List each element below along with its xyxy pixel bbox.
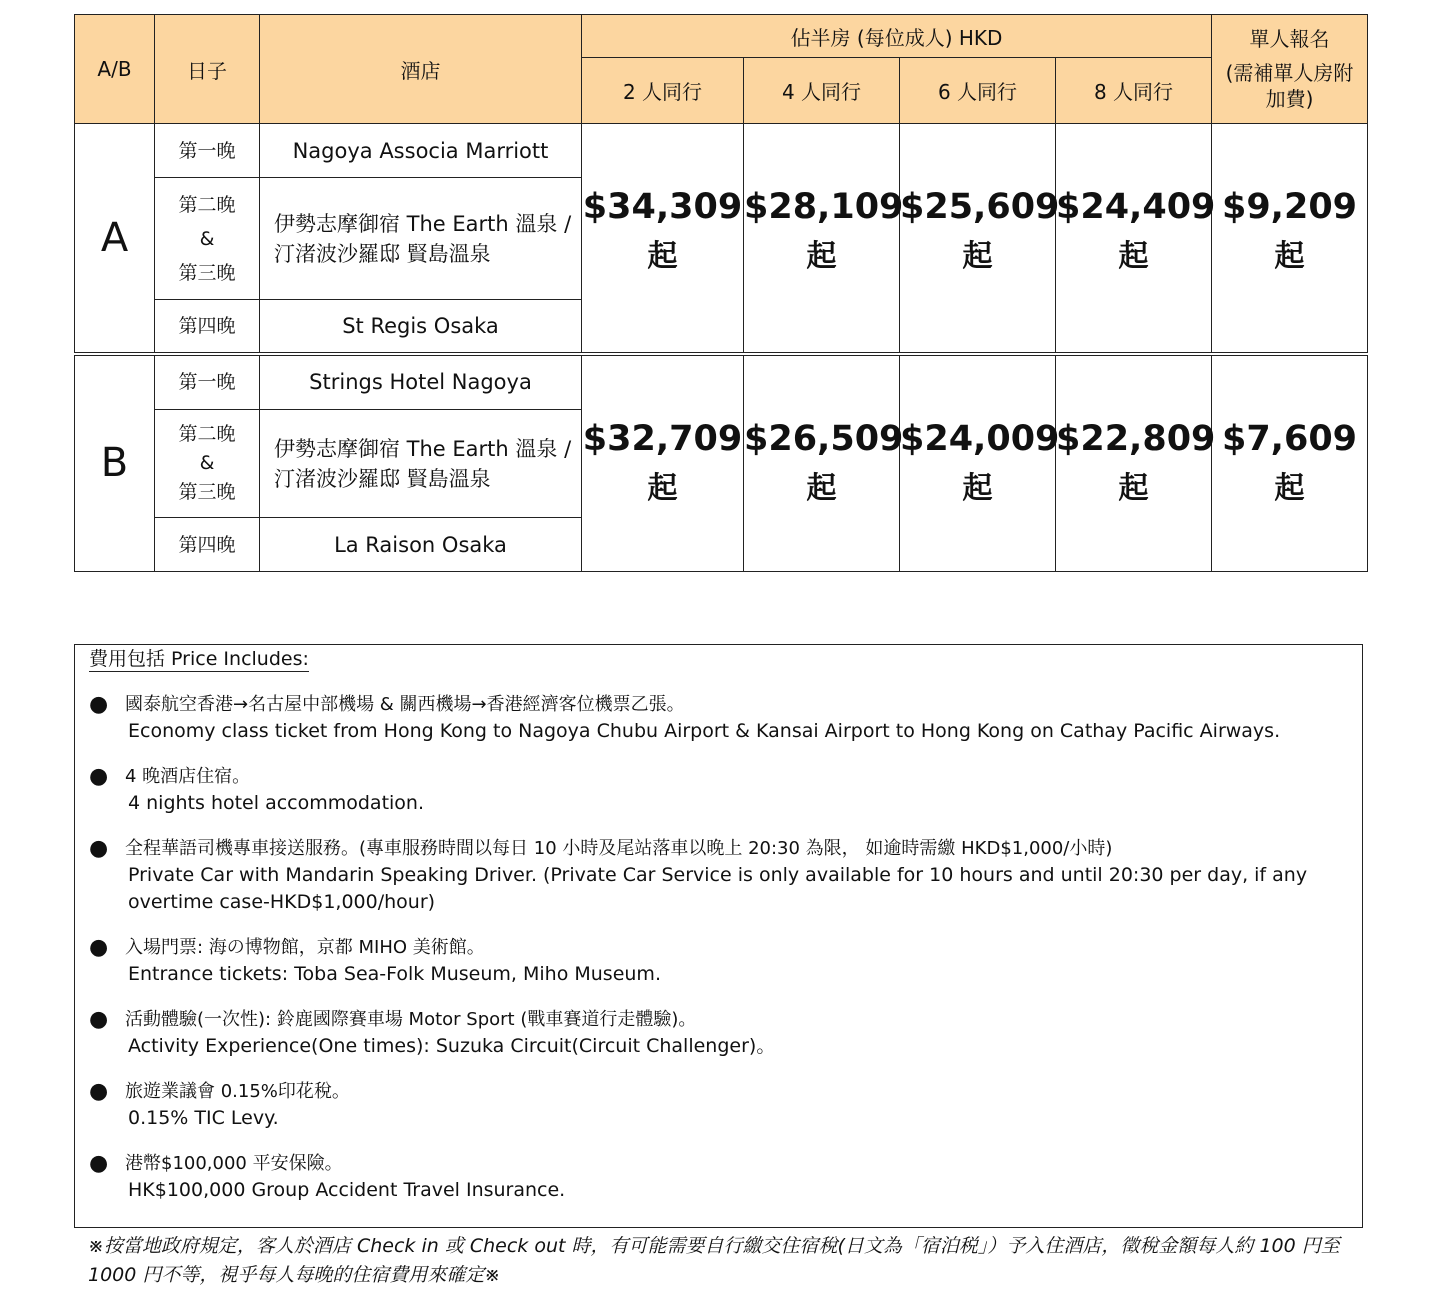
list-item bbox=[75, 691, 1362, 745]
item-zh: 港幣$100,000 平安保險。 bbox=[125, 1153, 343, 1174]
list-item bbox=[75, 1078, 1362, 1132]
item-en: HK$100,000 Group Accident Travel Insurance. bbox=[128, 1179, 566, 1201]
night-amp: & bbox=[199, 452, 215, 474]
night-label bbox=[155, 410, 260, 518]
price-cell bbox=[744, 354, 904, 572]
hotel-name: St Regis Osaka bbox=[260, 300, 582, 354]
price-includes-title: 費用包括 Price Includes: bbox=[89, 648, 309, 670]
night-label-2: 第三晚 bbox=[178, 261, 236, 284]
bullet-icon: ● bbox=[89, 1007, 109, 1032]
price-suffix: 起 bbox=[806, 470, 837, 506]
price-value: $26,509 bbox=[744, 418, 904, 459]
night-label-1: 第二晚 bbox=[178, 193, 236, 216]
price-suffix: 起 bbox=[1118, 470, 1149, 506]
price-value: $28,109 bbox=[744, 187, 904, 227]
night-amp: & bbox=[199, 227, 215, 250]
price-table bbox=[74, 14, 1368, 572]
price-suffix: 起 bbox=[1274, 470, 1305, 506]
item-en: 4 nights hotel accommodation. bbox=[128, 792, 425, 814]
price-suffix: 起 bbox=[647, 239, 678, 274]
price-suffix: 起 bbox=[647, 470, 678, 506]
list-item bbox=[75, 1150, 1362, 1204]
hotel-name: La Raison Osaka bbox=[260, 518, 582, 572]
bullet-icon: ● bbox=[89, 1151, 109, 1176]
price-value: $22,809 bbox=[1056, 418, 1216, 459]
group-code-a: A bbox=[75, 124, 155, 354]
price-cell bbox=[900, 124, 1060, 354]
bullet-icon: ● bbox=[89, 692, 109, 717]
hotel-name: Strings Hotel Nagoya bbox=[260, 354, 582, 410]
price-value: $7,609 bbox=[1221, 418, 1358, 459]
header-2-pax: 2 人同行 bbox=[582, 58, 744, 124]
header-single-note: (需補單人房附加費) bbox=[1225, 61, 1354, 111]
list-item bbox=[75, 835, 1362, 916]
item-zh: 全程華語司機專車接送服務。(專車服務時間以每日 10 小時及尾站落車以晚上 20:30 為限， 如逾時需繳 HKD$1,000/小時) bbox=[125, 838, 1113, 859]
header-hotel: 酒店 bbox=[260, 15, 582, 124]
header-day: 日子 bbox=[155, 15, 260, 124]
bullet-icon: ● bbox=[89, 935, 109, 960]
bullet-icon: ● bbox=[89, 1079, 109, 1104]
price-suffix: 起 bbox=[962, 470, 993, 506]
night-label: 第一晚 bbox=[155, 354, 260, 410]
price-value: $9,209 bbox=[1221, 187, 1358, 227]
bullet-icon: ● bbox=[89, 836, 109, 861]
price-suffix: 起 bbox=[1274, 239, 1305, 274]
item-en: Entrance tickets: Toba Sea-Folk Museum, Miho Museum. bbox=[128, 963, 661, 985]
price-includes-box bbox=[74, 644, 1363, 1228]
price-cell bbox=[900, 354, 1060, 572]
list-item bbox=[75, 1006, 1362, 1060]
item-zh: 4 晚酒店住宿。 bbox=[125, 766, 251, 787]
hotel-name bbox=[260, 178, 582, 300]
price-cell bbox=[1056, 124, 1216, 354]
item-en: Economy class ticket from Hong Kong to Nagoya Chubu Airport & Kansai Airport to Hong Kong on Cathay Pacific Airways. bbox=[128, 720, 1281, 742]
price-cell bbox=[582, 354, 744, 572]
price-value: $24,409 bbox=[1056, 187, 1216, 227]
price-includes-list bbox=[75, 691, 1362, 1222]
list-item bbox=[75, 763, 1362, 817]
header-single bbox=[1212, 15, 1368, 124]
price-value: $24,009 bbox=[900, 418, 1060, 459]
item-en: Activity Experience(One times): Suzuka Circuit(Circuit Challenger)。 bbox=[128, 1035, 776, 1057]
item-en: Private Car with Mandarin Speaking Driver. (Private Car Service is only available for 10 hours and until 20:30 per day, if any overtime case-HKD$1,000/hour) bbox=[128, 864, 1308, 913]
night-label: 第四晚 bbox=[155, 300, 260, 354]
header-8-pax: 8 人同行 bbox=[1056, 58, 1212, 124]
hotel-name-1: 伊勢志摩御宿 The Earth 溫泉 / bbox=[274, 436, 572, 461]
price-cell bbox=[744, 124, 904, 354]
night-label: 第一晚 bbox=[155, 124, 260, 178]
night-label: 第四晚 bbox=[155, 518, 260, 572]
price-cell bbox=[582, 124, 744, 354]
tax-footnote: ※按當地政府規定，客人於酒店 Check in 或 Check out 時，有可能需要自行繳交住宿稅(日文為「宿泊税」）予入住酒店，徵稅金額每人約 100 円至 1000 円不等，視乎每人每晚的住宿費用來確定※ bbox=[88, 1235, 1340, 1286]
price-suffix: 起 bbox=[962, 239, 993, 274]
price-value: $25,609 bbox=[900, 187, 1060, 227]
hotel-name-2: 汀渚波沙羅邸 賢島溫泉 bbox=[274, 241, 491, 266]
list-item bbox=[75, 934, 1362, 988]
hotel-name bbox=[260, 410, 582, 518]
hotel-name-1: 伊勢志摩御宿 The Earth 溫泉 / bbox=[274, 211, 572, 236]
bullet-icon: ● bbox=[89, 764, 109, 789]
hotel-name-2: 汀渚波沙羅邸 賢島溫泉 bbox=[274, 466, 491, 491]
price-suffix: 起 bbox=[1118, 239, 1149, 274]
price-cell bbox=[1212, 354, 1368, 572]
header-group-price: 佔半房 (每位成人) HKD bbox=[582, 15, 1212, 58]
price-value: $32,709 bbox=[582, 418, 743, 459]
header-4-pax: 4 人同行 bbox=[744, 58, 900, 124]
item-zh: 入場門票: 海の博物館，京都 MIHO 美術館。 bbox=[125, 937, 485, 958]
price-value: $34,309 bbox=[582, 187, 743, 227]
price-cell bbox=[1056, 354, 1216, 572]
price-suffix: 起 bbox=[806, 239, 837, 274]
item-en: 0.15% TIC Levy. bbox=[128, 1107, 279, 1129]
night-label bbox=[155, 178, 260, 300]
header-ab: A/B bbox=[75, 15, 155, 124]
header-6-pax: 6 人同行 bbox=[900, 58, 1056, 124]
item-zh: 活動體驗(一次性): 鈴鹿國際賽車場 Motor Sport (戰車賽道行走體驗)。 bbox=[125, 1009, 697, 1030]
hotel-name: Nagoya Associa Marriott bbox=[260, 124, 582, 178]
night-label-1: 第二晚 bbox=[178, 423, 236, 445]
night-label-2: 第三晚 bbox=[178, 481, 236, 503]
header-single-title: 單人報名 bbox=[1249, 27, 1330, 51]
price-cell bbox=[1212, 124, 1368, 354]
item-zh: 國泰航空香港→名古屋中部機場 & 關西機場→香港經濟客位機票乙張。 bbox=[125, 694, 685, 715]
group-code-b: B bbox=[75, 354, 155, 572]
item-zh: 旅遊業議會 0.15%印花稅。 bbox=[125, 1081, 350, 1102]
